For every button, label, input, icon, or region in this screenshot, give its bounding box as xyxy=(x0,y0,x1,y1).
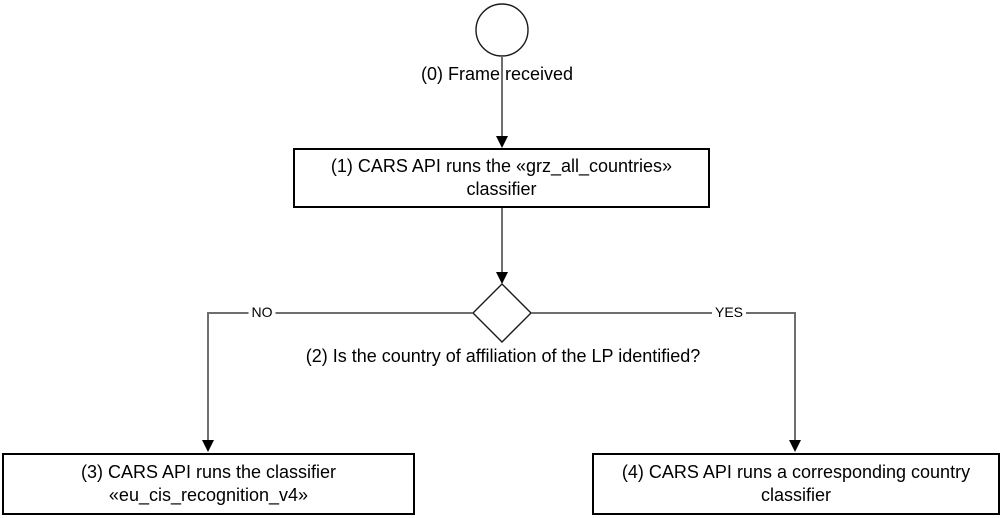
arrowhead-into-step4 xyxy=(789,440,801,452)
arrowhead-into-decision xyxy=(496,272,508,284)
process-box-country-classifier xyxy=(592,453,1000,515)
start-node-label: (0) Frame received xyxy=(420,64,574,84)
process-box-grz-all-countries xyxy=(293,148,710,208)
process-box-country-classifier-label: (4) CARS API runs a corresponding country classifier xyxy=(621,462,971,505)
process-box-grz-all-countries-label: (1) CARS API runs the «grz_all_countries» classifier xyxy=(330,156,673,199)
process-box-eu-cis-recognition-label: (3) CARS API runs the classifier «eu_cis_recognition_v4» xyxy=(80,462,337,505)
branch-label-yes: YES xyxy=(712,304,746,320)
process-box-eu-cis-recognition xyxy=(2,453,415,515)
connector-no-branch xyxy=(208,313,473,441)
start-circle-node xyxy=(476,4,528,56)
arrowhead-into-step3 xyxy=(202,440,214,452)
arrowhead-into-step1 xyxy=(496,136,508,148)
connector-yes-branch xyxy=(531,313,795,441)
decision-question-label: (2) Is the country of affiliation of the LP identified? xyxy=(305,346,701,366)
branch-label-no: NO xyxy=(249,304,276,320)
decision-diamond-node xyxy=(473,284,531,342)
